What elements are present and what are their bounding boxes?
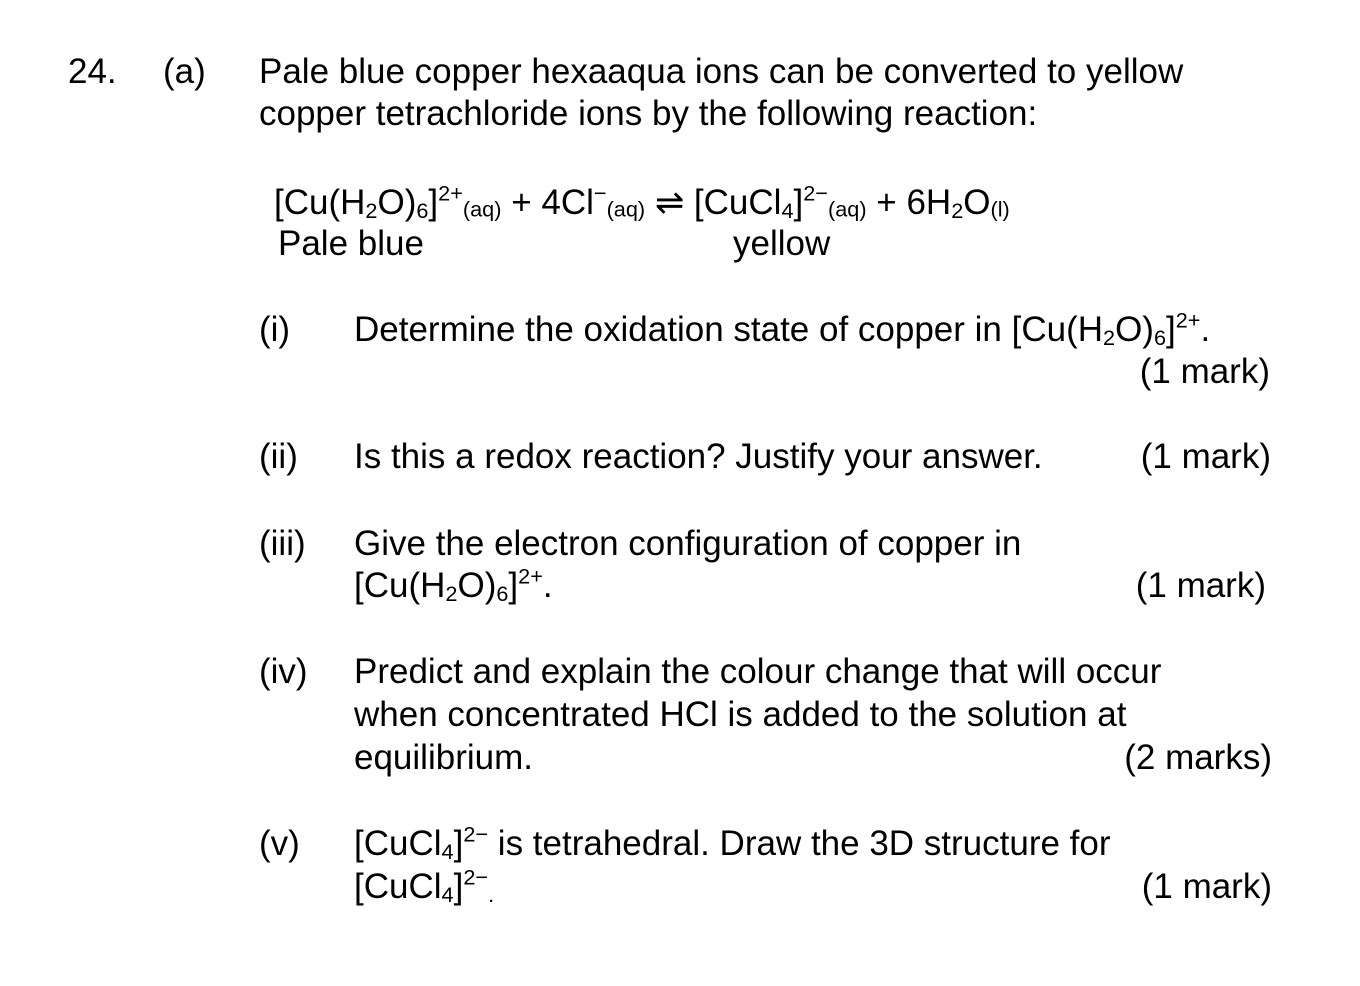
- part-i-question: Determine the oxidation state of copper in $[Cu(H_2O)_6]^{2+}$.: [354, 307, 1211, 350]
- reactant-hexaaqua-ion: $[Cu(H_2O)_6]^{2+}(aq)$: [274, 180, 502, 223]
- plus-sign: +: [866, 183, 907, 222]
- intro-line-1: Pale blue copper hexaaqua ions can be converted to yellow: [259, 52, 1184, 91]
- part-iv-question-line-3: equilibrium.: [354, 738, 533, 777]
- question-part-label: (a): [163, 52, 206, 91]
- reaction-equation: [274, 181, 1010, 224]
- product-water: $6H_2O(l)$: [906, 183, 1010, 223]
- intro-line-2: copper tetrachloride ions by the following reaction:: [259, 94, 1038, 133]
- part-i-label: (i): [259, 310, 291, 349]
- part-v-marks: (1 mark): [1141, 867, 1272, 906]
- plus-sign: +: [501, 183, 542, 222]
- reactant-chloride-ion: 4Cl−(aq): [541, 180, 646, 222]
- product-tetrachloride-ion: [CuCl$_4$]$^{2-}$(aq): [693, 180, 867, 223]
- part-ii-marks: (1 mark): [1140, 437, 1271, 476]
- part-v-question-line-2: [CuCl$_4$]$^{2-}_.$: [354, 864, 495, 907]
- part-ii-label: (ii): [259, 437, 298, 476]
- part-iv-marks: (2 marks): [1124, 738, 1272, 777]
- label-yellow: yellow: [733, 224, 831, 263]
- question-number: 24.: [68, 52, 117, 91]
- part-v-question-line-1: [CuCl$_4$]$^{2-}$ is tetrahedral. Draw the 3D structure for: [354, 821, 1111, 864]
- part-iii-question-line-2: $[Cu(H_2O)_6]^{2+}$.: [354, 563, 553, 606]
- part-iv-question-line-2: when concentrated HCl is added to the solution at: [354, 695, 1127, 734]
- label-pale-blue: Pale blue: [278, 224, 424, 263]
- part-v-label: (v): [259, 824, 300, 863]
- part-iii-question-line-1: Give the electron configuration of copper in: [354, 524, 1022, 563]
- part-iv-label: (iv): [259, 652, 308, 691]
- part-iii-marks: (1 mark): [1135, 566, 1266, 605]
- equilibrium-arrow-icon: ⇌: [645, 183, 694, 222]
- part-iv-question-line-1: Predict and explain the colour change that will occur: [354, 652, 1162, 691]
- part-iii-label: (iii): [259, 524, 306, 563]
- part-i-marks: (1 mark): [1139, 352, 1270, 391]
- part-ii-question: Is this a redox reaction? Justify your answer.: [354, 437, 1043, 476]
